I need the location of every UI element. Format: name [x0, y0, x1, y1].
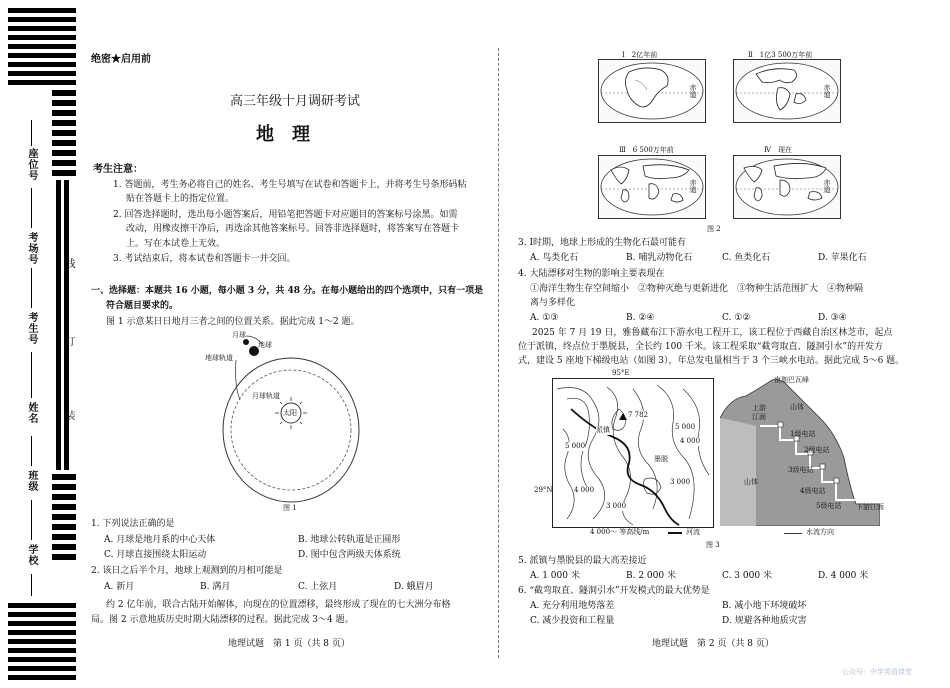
q4-option-d: D. ③④: [818, 313, 847, 323]
notice-line-2: 贴在答题卡上的指定位置。: [126, 194, 235, 204]
q6-stem: 6. “截弯取直、隧洞引水”开发模式的最大优势是: [518, 586, 710, 596]
passage3-line-3: 式，建设 5 座地下梯级电站（如图 3），年总发电量相当于 3 个三峡水电站。据此完成 5～6 题。: [518, 356, 905, 366]
fig3-contour-map: [552, 378, 714, 528]
fig3-contour-6: 3 000: [606, 502, 627, 510]
passage3-line-1: 2025 年 7 月 19 日，雅鲁藏布江下游水电工程开工，该工程位于西藏自治区林芝市，起点: [532, 328, 893, 338]
exam-title: 高三年级十月调研考试: [230, 94, 361, 109]
fig3-peak-name: 南迦巴瓦峰: [774, 376, 809, 384]
notice-title: 考生注意：: [93, 164, 143, 175]
fig3-legend-river-line: [668, 532, 682, 534]
q1-option-c: C. 月球直接围绕太阳运动: [104, 550, 207, 560]
q3-option-c: C. 鱼类化石: [722, 253, 771, 263]
name-label: 姓名: [26, 402, 37, 424]
fig2-panel-3-label: Ⅲ 6 500万年前: [619, 146, 674, 154]
fig3-contour-1: 5 000: [675, 423, 696, 431]
q2-option-a: A. 新月: [104, 582, 135, 592]
fig2-panel-1-label: Ⅰ 2亿年前: [622, 51, 658, 59]
q2-option-c: C. 上弦月: [298, 582, 338, 592]
q5-option-c: C. 3 000 米: [722, 571, 772, 581]
number-label: 考生号: [26, 312, 37, 345]
name-line: [31, 352, 32, 398]
q4-option-a: A. ①③: [530, 313, 559, 323]
section1-intro: 图 1 示意某日日地月三者之间的位置关系。据此完成 1～2 题。: [106, 317, 360, 327]
binding-ding: 订: [63, 336, 74, 347]
fig3-legend-river: 河流: [686, 528, 700, 536]
notice-line-6: 3. 考试结束后，将本试卷和答题卡一并交回。: [113, 254, 296, 264]
fig3-downstream: 下游江面: [856, 503, 884, 511]
room-label: 考场号: [26, 232, 37, 265]
q4-stem: 4. 大陆漂移对生物的影响主要表现在: [518, 269, 665, 279]
fig1-earth-label: 地球: [258, 341, 272, 349]
class-label: 班级: [26, 470, 37, 492]
fig3-stage-4: 4级电站: [800, 487, 826, 495]
section1-line-2: 符合题目要求的。: [106, 301, 179, 311]
fig3-mountain-2: 山体: [744, 478, 758, 486]
fig3-lon-label: 95°E: [612, 369, 630, 377]
q3-stem: 3. Ⅰ时期，地球上形成的生物化石最可能有: [518, 238, 687, 248]
fig3-paizhen-label: 派镇: [596, 426, 610, 434]
fig1-sun-label: 太阳: [283, 409, 297, 417]
q5-stem: 5. 派镇与墨脱县的最大高差接近: [518, 556, 647, 566]
q1-option-b: B. 地球公转轨道是正圆形: [298, 535, 401, 545]
seat-label: 座位号: [26, 148, 37, 181]
passage2-line-2: 局。图 2 示意地质历史时期大陆漂移的过程。据此完成 3～4 题。: [91, 615, 354, 625]
fig2-panel-2-label: Ⅱ 1亿3 500万年前: [748, 51, 813, 59]
passage3-line-2: 位于派镇，终点位于墨脱县，全长约 100 千米。该工程采取“截弯取直、隧洞引水”的开发方: [518, 342, 884, 352]
earth-orbit: [223, 358, 359, 502]
q6-option-d: D. 规避各种地质灾害: [722, 616, 807, 626]
q6-option-a: A. 充分利用地势落差: [530, 601, 615, 611]
fig2-panel-4-label: Ⅳ 现在: [764, 146, 792, 154]
notice-line-3: 2. 回答选择题时，选出每小题答案后，用铅笔把答题卡对应题目的答案标号涂黑。如需: [113, 210, 458, 220]
fig3-lat-label: 29°N: [534, 486, 553, 494]
school-label: 学校: [26, 544, 37, 566]
footer-right: 地理试题 第 2 页（共 8 页）: [652, 639, 774, 649]
room-line: [31, 188, 32, 228]
fig1-moon-orbit-label: 月球轨道: [252, 392, 280, 400]
q2-option-d: D. 蛾眉月: [394, 582, 434, 592]
fig3-contour-5: 4 000: [574, 486, 595, 494]
fig3-contour-3: 5 000: [565, 442, 586, 450]
school-line-bottom: [31, 574, 32, 596]
fig3-peak-marker: [619, 413, 627, 420]
fig3-caption: 图 3: [706, 541, 720, 549]
fig3-flow-arrow: [784, 533, 802, 534]
q3-option-a: A. 鸟类化石: [530, 253, 579, 263]
q5-option-a: A. 1 000 米: [530, 571, 580, 581]
class-line: [31, 436, 32, 466]
q4-option-b: B. ②④: [626, 313, 655, 323]
notice-line-1: 1. 答题前，考生务必将自己的姓名、考生号填写在试卷和答题卡上，并将考生号条形码粘: [113, 180, 467, 190]
footer-left: 地理试题 第 1 页（共 8 页）: [228, 639, 350, 649]
fig2-panel-1-equator: 赤道: [689, 84, 697, 98]
notice-line-5: 上。写在本试卷上无效。: [126, 239, 226, 249]
orbit-arc: [236, 360, 241, 400]
q4-statements-1: ①海洋生物生存空间缩小 ②物种灭绝与更新进化 ③物种生活范围扩大 ④物种隔: [530, 284, 864, 294]
fig3-motuo-label: 墨脱: [654, 455, 668, 463]
q2-stem: 2. 该日之后半个月，地球上观测到的月相可能是: [91, 566, 283, 576]
q4-statements-2: 离与多样化: [530, 298, 576, 308]
fig2-caption: 图 2: [707, 225, 721, 233]
q1-option-d: D. 图中包含两级天体系统: [298, 550, 401, 560]
q5-option-d: D. 4 000 米: [818, 571, 869, 581]
fig3-stage-2: 2级电站: [804, 446, 830, 454]
number-line: [31, 268, 32, 308]
page-divider: [498, 48, 499, 658]
fig2-panel-4-equator: 赤道: [823, 179, 831, 193]
fig3-upstream: 上游江面: [752, 404, 766, 421]
fig3-legend-contour: 4 000～ 等高线/m: [590, 528, 650, 536]
fig2-panel-3-equator: 赤道: [689, 179, 697, 193]
notice-line-4: 改动，用橡皮擦干净后，再选涂其他答案标号。回答非选择题时，将答案写在答题卡: [126, 224, 460, 234]
secret-mark: 绝密★启用前: [91, 54, 151, 65]
moon-orbit: [231, 370, 351, 490]
q4-option-c: C. ①②: [722, 313, 751, 323]
fig3-mountain-1: 山体: [790, 403, 804, 411]
subject-title: 地 理: [256, 124, 310, 145]
q2-option-b: B. 满月: [200, 582, 231, 592]
section1-line-1: 一、选择题：本题共 16 小题，每小题 3 分，共 48 分。在每小题给出的四个选项中，只有一项是: [91, 286, 484, 296]
q1-stem: 1. 下列说法正确的是: [91, 519, 175, 529]
school-line: [31, 500, 32, 540]
binding-xian: 线: [63, 258, 74, 269]
q3-option-d: D. 苹果化石: [818, 253, 867, 263]
fig3-stage-1: 1级电站: [790, 430, 816, 438]
q6-option-c: C. 减少投资和工程量: [530, 616, 615, 626]
footer-watermark: 公众号：中学英语课堂: [842, 668, 912, 676]
fig3-stage-3: 3级电站: [788, 466, 814, 474]
seat-line: [31, 120, 32, 146]
fig1-moon-label: 月球: [232, 331, 246, 339]
passage2-line-1: 约 2 亿年前，联合古陆开始解体，向现在的位置漂移，最终形成了现在的七大洲分布格: [106, 600, 451, 610]
fig2-panel-2-equator: 赤道: [823, 84, 831, 98]
fig3-contour-2: 4 000: [680, 437, 701, 445]
q5-option-b: B. 2 000 米: [626, 571, 676, 581]
q6-option-b: B. 减小地下环境破坏: [722, 601, 807, 611]
q1-option-a: A. 月球是地月系的中心天体: [104, 535, 216, 545]
fig3-stage-5: 5级电站: [816, 502, 842, 510]
binding-zhuang: 装: [63, 410, 74, 421]
q3-option-b: B. 哺乳动物化石: [626, 253, 693, 263]
fig1-caption: 图 1: [283, 504, 297, 512]
fig3-flow-label: 水流方向: [806, 528, 834, 536]
fig3-contour-4: 3 000: [670, 478, 691, 486]
fig3-peak-label: 7 782: [628, 411, 649, 419]
fig1-earth-orbit-label: 地球轨道: [205, 354, 233, 362]
